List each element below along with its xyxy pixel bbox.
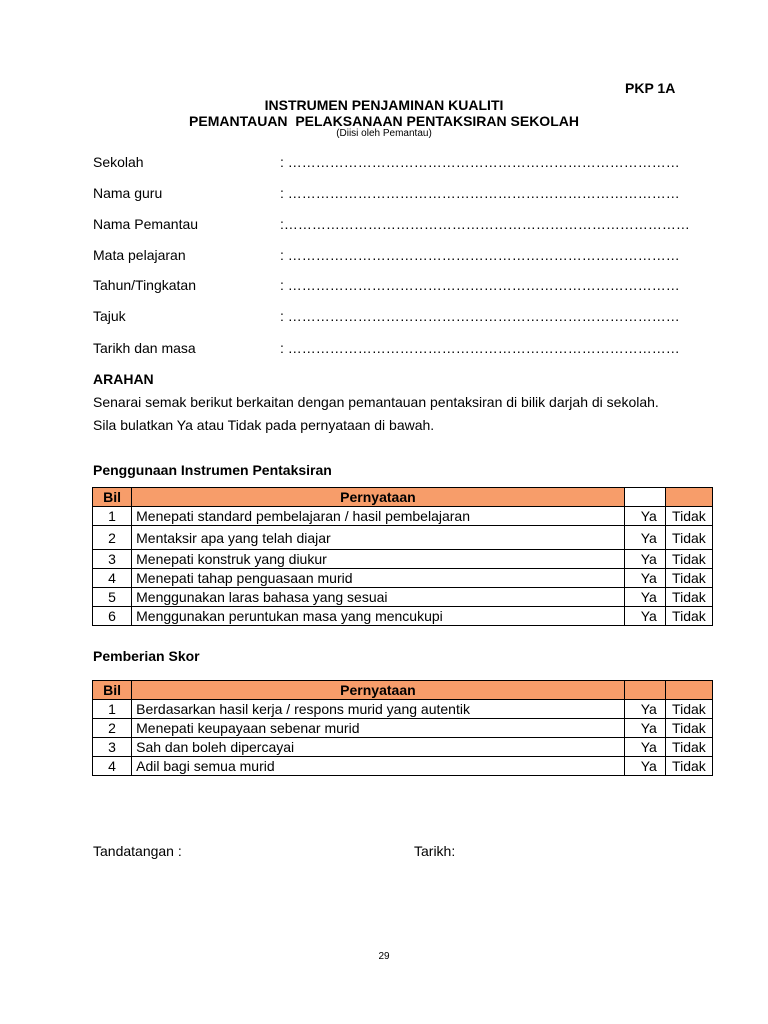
table-row: [93, 607, 713, 626]
row-bil: 1: [93, 507, 132, 526]
col-bil-header: Bil: [93, 488, 132, 507]
table-row: [93, 507, 713, 526]
field-value[interactable]: : …………………………………………………………………………: [280, 277, 680, 293]
form-code: PKP 1A: [625, 80, 676, 96]
table-header-row: [93, 488, 713, 507]
table-row: [93, 569, 713, 588]
section2-heading: Pemberian Skor: [93, 648, 200, 664]
option-tidak[interactable]: Tidak: [665, 700, 712, 719]
row-bil: 4: [93, 757, 132, 776]
option-tidak[interactable]: Tidak: [665, 550, 712, 569]
field-label: Sekolah: [93, 154, 144, 170]
row-bil: 5: [93, 588, 132, 607]
field-value[interactable]: :……………………………………………………………………………: [280, 216, 690, 232]
arahan-heading: ARAHAN: [93, 371, 154, 387]
row-statement: Menepati tahap penguasaan murid: [132, 569, 625, 588]
option-ya[interactable]: Ya: [624, 719, 665, 738]
row-statement: Menepati keupayaan sebenar murid: [132, 719, 625, 738]
field-tarikh-masa[interactable]: [93, 340, 693, 360]
option-tidak[interactable]: Tidak: [665, 569, 712, 588]
field-value[interactable]: : …………………………………………………………………………: [280, 154, 680, 170]
option-ya[interactable]: Ya: [624, 607, 665, 626]
field-value[interactable]: : …………………………………………………………………………: [280, 185, 680, 201]
row-bil: 3: [93, 738, 132, 757]
row-statement: Adil bagi semua murid: [132, 757, 625, 776]
field-label: Tahun/Tingkatan: [93, 277, 196, 293]
option-tidak[interactable]: Tidak: [665, 757, 712, 776]
col-pernyataan-header: Pernyataan: [132, 488, 625, 507]
field-tajuk[interactable]: [93, 308, 693, 328]
field-nama-pemantau[interactable]: [93, 216, 693, 236]
field-value[interactable]: : …………………………………………………………………………: [280, 247, 680, 263]
table-row: [93, 757, 713, 776]
field-sekolah[interactable]: [93, 154, 693, 174]
table-row: [93, 719, 713, 738]
option-ya[interactable]: Ya: [624, 550, 665, 569]
field-label: Mata pelajaran: [93, 247, 186, 263]
subtitle: (Diisi oleh Pemantau): [336, 128, 432, 139]
row-statement: Menepati standard pembelajaran / hasil pembelajaran: [132, 507, 625, 526]
col-tidak-header: [665, 681, 712, 700]
signature-label: Tandatangan :: [93, 843, 182, 859]
row-statement: Menggunakan laras bahasa yang sesuai: [132, 588, 625, 607]
table-row: [93, 588, 713, 607]
option-ya[interactable]: Ya: [624, 700, 665, 719]
checklist-table-2: [92, 680, 713, 776]
section1-heading: Penggunaan Instrumen Pentaksiran: [93, 462, 332, 478]
option-ya[interactable]: Ya: [624, 757, 665, 776]
title-line-1: INSTRUMEN PENJAMINAN KUALITI: [264, 97, 504, 113]
table-row: [93, 700, 713, 719]
row-bil: 4: [93, 569, 132, 588]
row-bil: 2: [93, 719, 132, 738]
arahan-line-2: Sila bulatkan Ya atau Tidak pada pernyataan di bawah.: [93, 417, 435, 433]
field-label: Nama Pemantau: [93, 216, 199, 232]
col-tidak-header: [665, 488, 712, 507]
option-tidak[interactable]: Tidak: [665, 607, 712, 626]
table-row: [93, 550, 713, 569]
option-tidak[interactable]: Tidak: [665, 526, 712, 550]
field-value[interactable]: : …………………………………………………………………………: [280, 340, 680, 356]
option-ya[interactable]: Ya: [624, 738, 665, 757]
table-row: [93, 526, 713, 550]
row-statement: Mentaksir apa yang telah diajar: [132, 526, 625, 550]
title-line-2: PEMANTAUAN PELAKSANAAN PENTAKSIRAN SEKOLAH: [189, 113, 579, 129]
row-statement: Sah dan boleh dipercayai: [132, 738, 625, 757]
option-ya[interactable]: Ya: [624, 569, 665, 588]
option-ya[interactable]: Ya: [624, 507, 665, 526]
row-bil: 3: [93, 550, 132, 569]
option-tidak[interactable]: Tidak: [665, 738, 712, 757]
option-tidak[interactable]: Tidak: [665, 719, 712, 738]
option-tidak[interactable]: Tidak: [665, 507, 712, 526]
field-nama-guru[interactable]: [93, 185, 693, 205]
row-bil: 2: [93, 526, 132, 550]
table-row: [93, 738, 713, 757]
field-label: Tarikh dan masa: [93, 340, 196, 356]
option-tidak[interactable]: Tidak: [665, 588, 712, 607]
option-ya[interactable]: Ya: [624, 588, 665, 607]
row-bil: 6: [93, 607, 132, 626]
col-ya-header: [624, 488, 665, 507]
col-ya-header: [624, 681, 665, 700]
row-statement: Menggunakan peruntukan masa yang mencukupi: [132, 607, 625, 626]
option-ya[interactable]: Ya: [624, 526, 665, 550]
field-value[interactable]: : …………………………………………………………………………: [280, 308, 680, 324]
row-bil: 1: [93, 700, 132, 719]
arahan-line-1: Senarai semak berikut berkaitan dengan pemantauan pentaksiran di bilik darjah di sekolah.: [93, 394, 659, 410]
date-label: Tarikh:: [414, 843, 456, 859]
col-pernyataan-header: Pernyataan: [132, 681, 625, 700]
field-tahun-tingkatan[interactable]: [93, 277, 693, 297]
row-statement: Menepati konstruk yang diukur: [132, 550, 625, 569]
field-label: Tajuk: [93, 308, 126, 324]
row-statement: Berdasarkan hasil kerja / respons murid yang autentik: [132, 700, 625, 719]
table-header-row: [93, 681, 713, 700]
field-label: Nama guru: [93, 185, 163, 201]
page-number: 29: [378, 951, 390, 962]
checklist-table-1: [92, 487, 713, 626]
field-mata-pelajaran[interactable]: [93, 247, 693, 267]
col-bil-header: Bil: [93, 681, 132, 700]
